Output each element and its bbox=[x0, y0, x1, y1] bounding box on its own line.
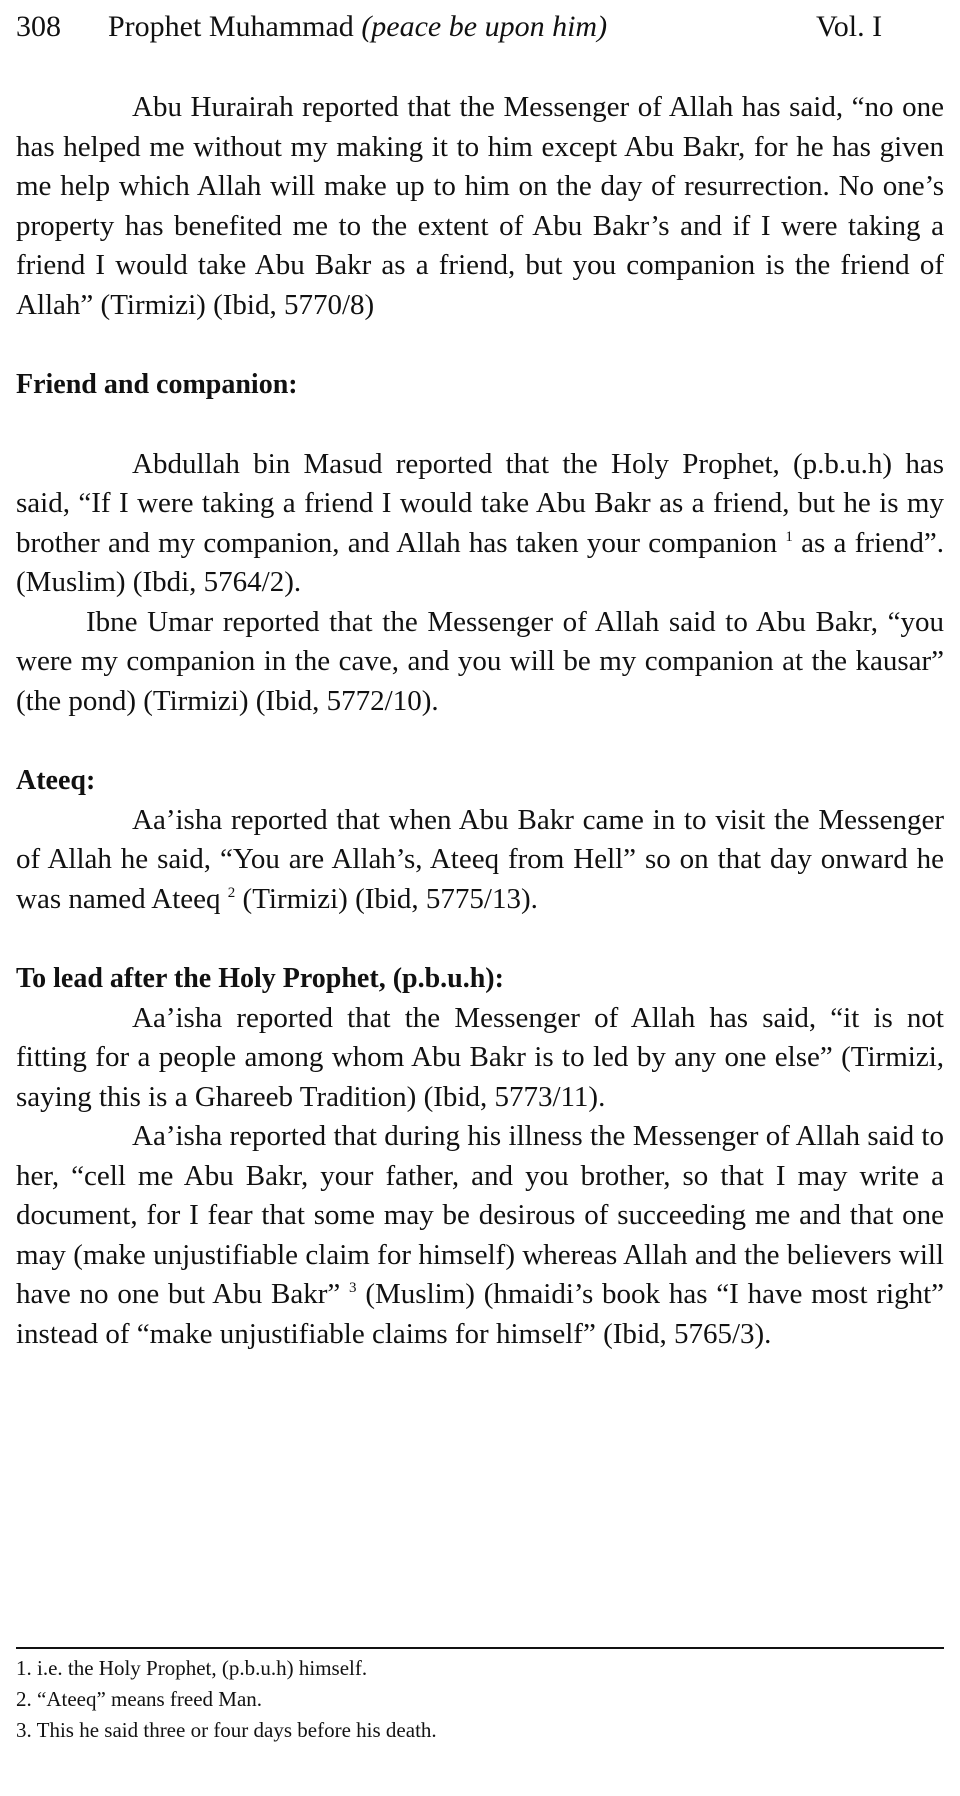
paragraph-text: as a friend”. (Muslim) (Ibdi, 5764/2). bbox=[16, 526, 944, 598]
main-text bbox=[16, 88, 944, 1354]
running-title-italic: (peace be upon him) bbox=[361, 10, 608, 43]
paragraph-aaisha-lead: Aa’isha reported that the Messenger of Allah has said, “it is not fitting for a people among whom Abu Bakr is to led by any one else” (Tirmizi, saying this is a Ghareeb Tradition) (Ibid, 5773/11). bbox=[16, 1001, 944, 1113]
paragraph-ibne-umar: Ibne Umar reported that the Messenger of Allah said to Abu Bakr, “you were my companion in the cave, and you will be my companion at the kausar” (the pond) (Tirmizi) (Ibid, 5772/10). bbox=[16, 605, 944, 717]
running-title bbox=[108, 4, 607, 50]
footnote-3: 3. This he said three or four days before his death. bbox=[16, 1718, 437, 1742]
page-header bbox=[16, 4, 944, 50]
volume-label: Vol. I bbox=[816, 10, 883, 43]
paragraph-text: Abdullah bin Masud reported that the Holy Prophet, (p.b.u.h) has said, “If I were taking a friend I would take Abu Bakr as a friend, but he is my brother and my companion, and Allah has taken your companion bbox=[16, 447, 944, 559]
paragraph-abu-hurairah: Abu Hurairah reported that the Messenger of Allah has said, “no one has helped me without my making it to him except Abu Bakr, for he has given me help which Allah will make up to him on the day of resurrection. No one’s property has benefited me to the extent of Abu Bakr’s and if I were taking a friend I would take Abu Bakr as a friend, but you companion is the friend of Allah” (Tirmizi) (Ibid, 5770/8) bbox=[16, 91, 944, 321]
footnote-ref-3: 3 bbox=[349, 1280, 357, 1296]
paragraph-text: Aa’isha reported that during his illness the Messenger of Allah said to her, “cell me Abu Bakr, your father, and you brother, so that I may write a document, for I fear that some may be desirous of succeeding me and that one may (make unjustifiable claim for himself) whereas Allah and the believers will have no one but Abu Bakr” bbox=[16, 1120, 944, 1310]
footnotes bbox=[16, 1653, 944, 1746]
heading-ateeq: Ateeq: bbox=[16, 765, 96, 796]
paragraph-text: (Muslim) (hmaidi’s book has “I have most right” instead of “make unjustifiable claims for himself” (Ibid, 5765/3). bbox=[16, 1278, 944, 1350]
running-title-main: Prophet Muhammad bbox=[108, 10, 362, 43]
heading-to-lead: To lead after the Holy Prophet, (p.b.u.h): bbox=[16, 963, 504, 994]
page-number: 308 bbox=[16, 10, 61, 43]
footnote-ref-1: 1 bbox=[785, 528, 793, 545]
heading-friend-and-companion: Friend and companion: bbox=[16, 369, 298, 400]
footnote-divider bbox=[16, 1647, 944, 1649]
footnote-ref-2: 2 bbox=[227, 884, 236, 901]
paragraph-text: Aa’isha reported that when Abu Bakr came in to visit the Messenger of Allah he said, “You are Allah’s, Ateeq from Hell” so on that day onward he was named Ateeq bbox=[16, 803, 944, 915]
paragraph-abdullah-bin-masud bbox=[16, 445, 944, 603]
paragraph-aaisha-ateeq bbox=[16, 801, 944, 920]
footnote-1: 1. i.e. the Holy Prophet, (p.b.u.h) himself. bbox=[16, 1656, 368, 1680]
footnote-2: 2. “Ateeq” means freed Man. bbox=[16, 1687, 263, 1711]
paragraph-aaisha-illness bbox=[16, 1117, 944, 1354]
paragraph-text: (Tirmizi) (Ibid, 5775/13). bbox=[235, 882, 538, 915]
